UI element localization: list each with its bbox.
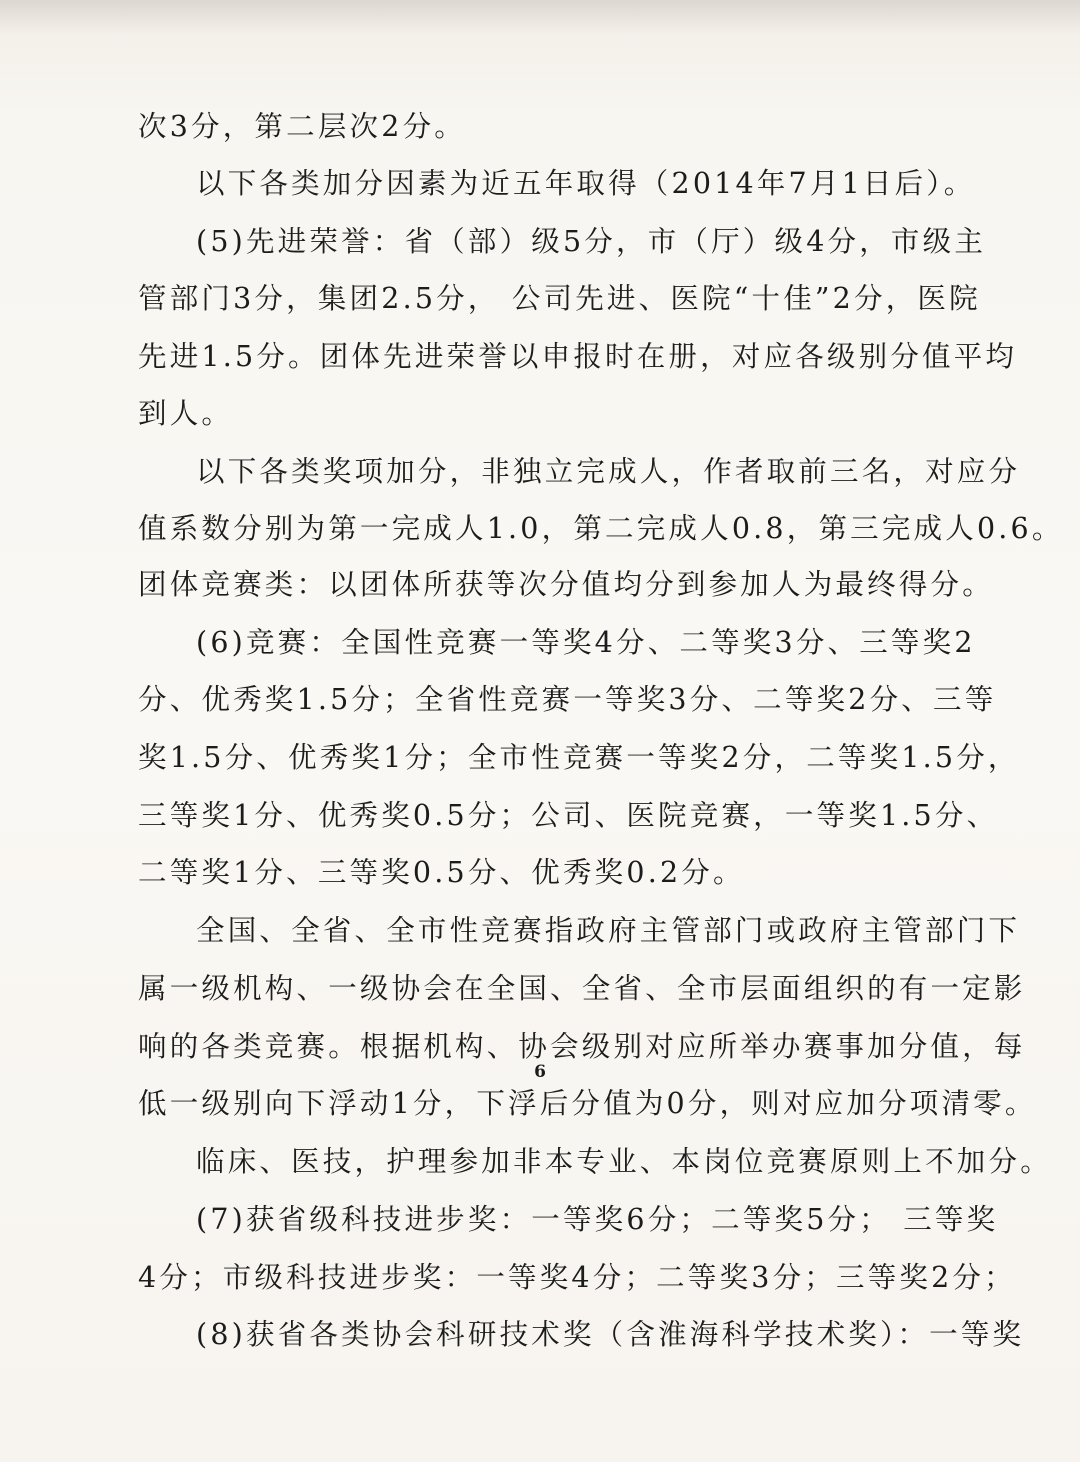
text-line: 奖1.5分、优秀奖1分；全市性竞赛一等奖2分，二等奖1.5分， — [138, 741, 1020, 774]
text-line: 先进1.5分。团体先进荣誉以申报时在册，对应各级别分值平均 — [138, 340, 1018, 373]
text-line: 4分；市级科技进步奖：一等奖4分；二等奖3分；三等奖2分； — [138, 1261, 1016, 1294]
text-line: 以下各类奖项加分，非独立完成人，作者取前三名，对应分 — [196, 455, 1021, 488]
text-line: 响的各类竞赛。根据机构、协会级别对应所举办赛事加分值，每 — [138, 1030, 1026, 1063]
text-line: 值系数分别为第一完成人1.0，第二完成人0.8，第三完成人0.6。 — [138, 512, 1064, 545]
text-line: 低一级别向下浮动1分，下浮后分值为0分，则对应加分项清零。 — [138, 1087, 1037, 1120]
text-line: 三等奖1分、优秀奖0.5分；公司、医院竞赛，一等奖1.5分、 — [138, 799, 999, 832]
text-line: (7)获省级科技进步奖：一等奖6分；二等奖5分； 三等奖 — [196, 1203, 999, 1236]
page-number: 6 — [534, 1062, 546, 1082]
text-line: 次3分，第二层次2分。 — [138, 110, 466, 143]
scan-shadow — [0, 0, 1080, 34]
text-line: 属一级机构、一级协会在全国、全省、全市层面组织的有一定影 — [138, 972, 1026, 1005]
text-line: 管部门3分，集团2.5分， 公司先进、医院“十佳”2分，医院 — [138, 282, 981, 315]
text-line: 以下各类加分因素为近五年取得（2014年7月1日后）。 — [196, 167, 976, 200]
text-line: (8)获省各类协会科研技术奖（含淮海科学技术奖）：一等奖 — [196, 1318, 1025, 1351]
text-line: (6)竞赛：全国性竞赛一等奖4分、二等奖3分、三等奖2 — [196, 626, 976, 659]
text-line: 分、优秀奖1.5分；全省性竞赛一等奖3分、二等奖2分、三等 — [138, 683, 997, 716]
text-line: (5)先进荣誉：省（部）级5分，市（厅）级4分，市级主 — [196, 225, 987, 258]
text-line: 团体竞赛类：以团体所获等次分值均分到参加人为最终得分。 — [138, 568, 994, 601]
text-line: 临床、医技，护理参加非本专业、本岗位竞赛原则上不加分。 — [196, 1145, 1052, 1178]
text-line: 二等奖1分、三等奖0.5分、优秀奖0.2分。 — [138, 856, 745, 889]
text-line: 到人。 — [138, 397, 234, 430]
text-line: 全国、全省、全市性竞赛指政府主管部门或政府主管部门下 — [196, 914, 1021, 947]
